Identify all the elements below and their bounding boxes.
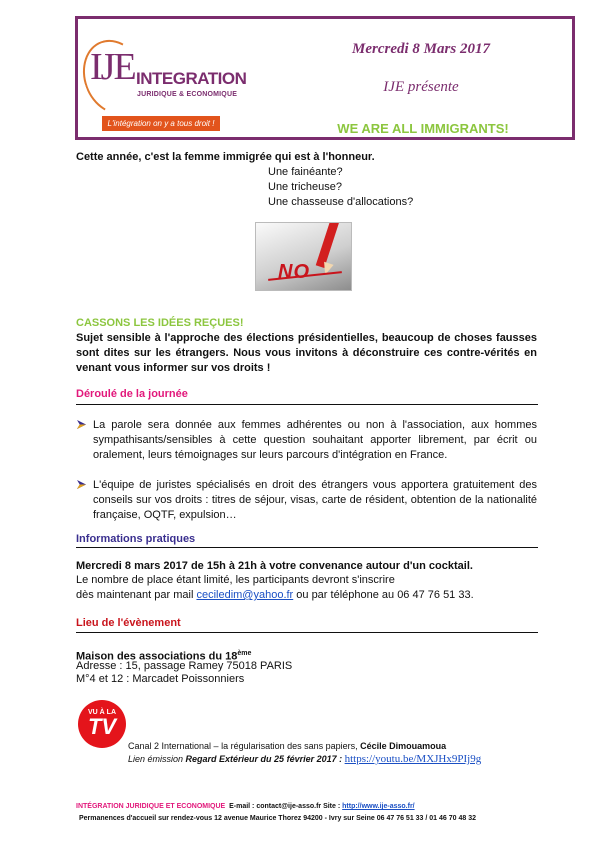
tv-badge-small: VU À LA <box>88 709 116 716</box>
deroule-item-1: La parole sera donnée aux femmes adhérentes ou non à l'association, aux hommes sympathisants/sensibles à cette question souhaitant apporter librement, par écrit ou oralement, leurs témoignages sur leurs parcours d'intégration en France. <box>93 419 537 461</box>
casser-body: Sujet sensible à l'approche des élections présidentielles, beaucoup de choses fausses sont dites sur les étrangers. Nous vous invitons à déconstruire ces contre-vérités en venant vous informer sur vos droits ! <box>76 332 537 374</box>
lien-show: Regard Extérieur du 25 février 2017 : <box>185 754 345 764</box>
footer-org: INTÉGRATION JURIDIQUE ET ECONOMIQUE <box>76 803 226 810</box>
footer-email: E-mail : contact@ije-asso.fr Site : <box>229 803 343 810</box>
event-title: WE ARE ALL IMMIGRANTS! <box>337 121 509 136</box>
venue-metro: M°4 et 12 : Marcadet Poissonniers <box>76 673 245 685</box>
pencil-icon <box>316 222 342 268</box>
tv-badge-icon <box>78 700 126 748</box>
presents-line: IJE présente <box>383 79 459 95</box>
footer-permanences: Permanences d'accueil sur rendez-vous 12 avenue Maurice Thorez 94200 - Ivry sur Seine 06 47 76 51 33 / 01 46 70 48 32 <box>79 815 476 822</box>
header-box <box>75 16 575 140</box>
section-title-deroule: Déroulé de la journée <box>76 388 188 400</box>
deroule-item-2: L'équipe de juristes spécialisés en droit des étrangers vous apportera gratuitement des conseils sur vos droits : titres de séjour, visas, carte de résident, obtention de la nationalité française, OQTF, expulsion… <box>93 479 537 521</box>
section-title-casser: CASSONS LES IDÉES REÇUES! <box>76 317 244 329</box>
info-line-3-pre: dès maintenant par mail <box>76 589 197 601</box>
question-2: Une tricheuse? <box>268 181 342 193</box>
site-link[interactable]: http://www.ije-asso.fr/ <box>342 803 415 810</box>
canal-name: Cécile Dimouamoua <box>360 741 447 751</box>
no-pencil-image <box>255 222 352 291</box>
footer-contact <box>76 803 415 810</box>
section-divider <box>76 404 538 405</box>
question-3: Une chasseuse d'allocations? <box>268 196 414 208</box>
event-date: Mercredi 8 Mars 2017 <box>352 41 490 57</box>
no-text: NO <box>278 261 310 283</box>
bullet-arrow-icon <box>77 420 86 429</box>
question-1: Une fainéante? <box>268 166 343 178</box>
canal-text: Canal 2 International – la régularisation des sans papiers, <box>128 741 361 751</box>
section-divider <box>76 632 538 633</box>
venue-address: Adresse : 15, passage Ramey 75018 PARIS <box>76 660 293 672</box>
info-line-1: Mercredi 8 mars 2017 de 15h à 21h à votre convenance autour d'un cocktail. <box>76 560 473 572</box>
section-divider <box>76 547 538 548</box>
info-line-3 <box>76 588 474 603</box>
logo-mark: IJE <box>90 46 135 88</box>
lien-line <box>128 753 481 765</box>
tv-badge-big: TV <box>87 714 117 739</box>
logo-name: INTEGRATION <box>136 69 247 88</box>
section-title-lieu: Lieu de l'évènement <box>76 617 181 629</box>
intro-lead: Cette année, c'est la femme immigrée qui est à l'honneur. <box>76 151 375 163</box>
info-line-3-post: ou par téléphone au 06 47 76 51 33. <box>293 589 474 601</box>
bullet-arrow-icon <box>77 480 86 489</box>
email-link[interactable]: ceciledim@yahoo.fr <box>196 589 294 601</box>
logo-tagline: L'intégration on y a tous droit ! <box>102 116 220 131</box>
info-line-2: Le nombre de place étant limité, les participants devront s'inscrire <box>76 574 395 586</box>
logo-subtitle: JURIDIQUE & ECONOMIQUE <box>137 91 238 98</box>
venue-name-sup: ème <box>237 650 252 657</box>
canal-line <box>128 741 446 751</box>
venue-name-text: Maison des associations du 18 <box>76 650 238 663</box>
lien-pre: Lien émission <box>128 754 186 764</box>
section-title-infos: Informations pratiques <box>76 533 196 545</box>
youtube-link[interactable]: https://youtu.be/MXJHx9PIj9g <box>344 753 482 765</box>
